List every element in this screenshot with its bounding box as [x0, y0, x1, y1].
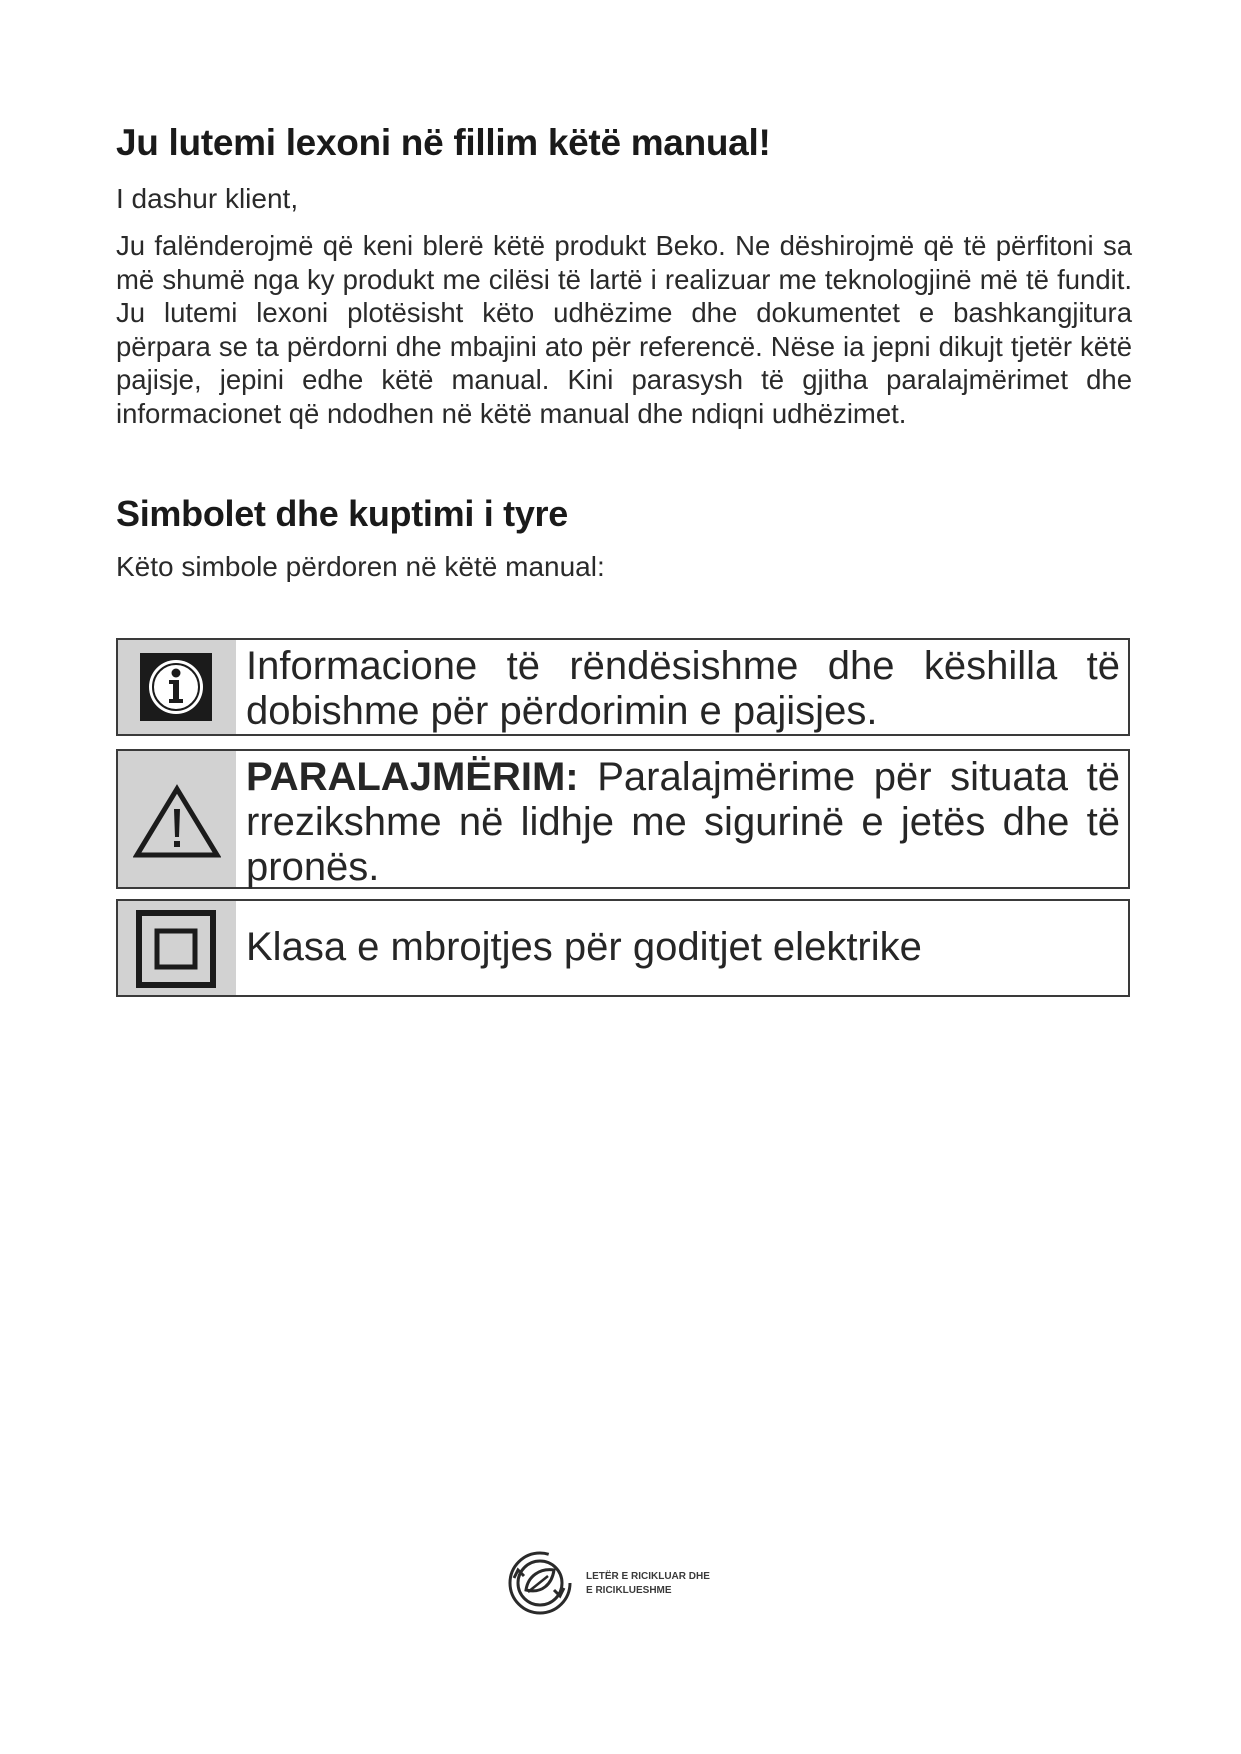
recycled-paper-label: [586, 1570, 710, 1598]
symbol-description: [246, 925, 1120, 970]
symbol-icon-cell: [118, 751, 236, 887]
symbols-intro: Këto simbole përdoren në këtë manual:: [116, 551, 605, 582]
symbol-description: [246, 755, 1120, 890]
symbol-description: [246, 644, 1120, 734]
intro-paragraph: Ju falënderojmë që keni blerë këtë produkt Beko. Ne dëshirojmë që të përfitoni sa më shumë nga ky produkt me cilësi të lartë i realizuar me teknologjinë më të fundit. Ju lutemi lexoni plotësisht këto udhëzime dhe dokumentet e bashkangjitura përpara se ta përdorni dhe mbajini ato për referencë. Nëse ia jepni dikujt tjetër këtë pajisje, jepini edhe këtë manual. Kini parasysh të gjitha paralajmërimet dhe informacionet që ndodhen në këtë manual dhe ndiqni udhëzimet.: [116, 230, 1132, 429]
eco-line-1: LETËR E RICIKLUAR DHE: [586, 1571, 710, 1582]
info-icon: [138, 651, 214, 723]
eco-line-2: E RICIKLUESHME: [586, 1585, 672, 1596]
warning-label: PARALAJMËRIM:: [246, 755, 579, 799]
warning-icon: [133, 783, 221, 859]
symbol-text: Informacione të rëndësishme dhe këshilla të dobishme për përdorimin e pajisjes.: [246, 644, 1120, 733]
double-insulation-icon: [135, 909, 217, 989]
symbols-heading: Simbolet dhe kuptimi i tyre: [116, 493, 568, 534]
symbol-row-warning: [116, 749, 1130, 889]
recycle-leaf-icon: [502, 1548, 578, 1618]
symbol-row-protection-class: [116, 899, 1130, 997]
symbol-text: Klasa e mbrojtjes për goditjet elektrike: [246, 925, 922, 969]
recycled-paper-logo: [502, 1548, 752, 1618]
symbol-icon-cell: [118, 640, 236, 734]
symbol-row-info: [116, 638, 1130, 736]
page-title: Ju lutemi lexoni në fillim këtë manual!: [116, 122, 771, 163]
greeting-text: I dashur klient,: [116, 183, 299, 214]
symbol-text: Paralajmërime për situata të rrezikshme në lidhje me sigurinë e jetës dhe të pronës.: [246, 755, 1120, 889]
symbol-icon-cell: [118, 901, 236, 995]
